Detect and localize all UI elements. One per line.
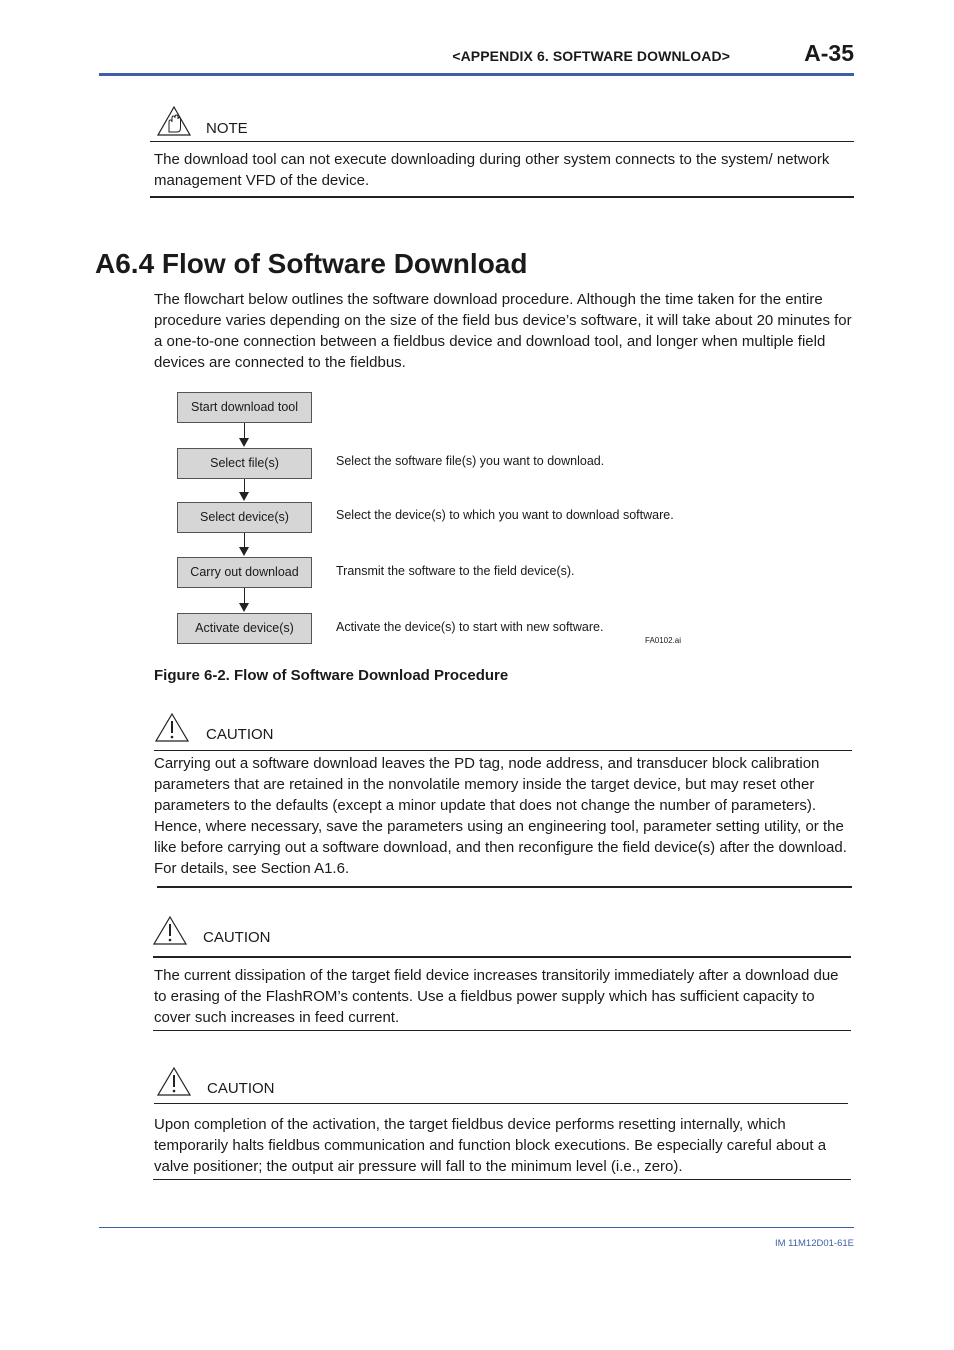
footer-rule bbox=[99, 1227, 854, 1228]
caution-3-bottom-rule bbox=[153, 1179, 851, 1180]
flow-step-carry-out-download: Carry out download bbox=[177, 557, 312, 588]
flow-step-start: Start download tool bbox=[177, 392, 312, 423]
caution-label-3: CAUTION bbox=[207, 1080, 275, 1097]
warning-triangle-icon bbox=[157, 1067, 191, 1097]
flow-connector bbox=[244, 533, 245, 548]
flow-connector bbox=[244, 423, 245, 439]
figure-caption: Figure 6-2. Flow of Software Download Procedure bbox=[154, 667, 509, 684]
caution-2-bottom-rule bbox=[153, 1030, 851, 1031]
document-id: IM 11M12D01-61E bbox=[774, 1238, 854, 1249]
note-bottom-rule bbox=[150, 196, 854, 198]
caution-3-top-rule bbox=[154, 1103, 848, 1104]
warning-triangle-icon bbox=[153, 916, 187, 946]
section-title: A6.4 Flow of Software Download bbox=[95, 248, 528, 279]
header-rule bbox=[99, 73, 854, 76]
note-text: The download tool can not execute downloading during other system connects to the system/ network management VFD of the device. bbox=[154, 151, 830, 189]
flow-connector bbox=[244, 588, 245, 604]
caution-1-bottom-rule bbox=[157, 886, 852, 888]
caution-text-2: The current dissipation of the target field device increases transitorily immediately after a download due to erasing of the FlashROM’s contents. Use a fieldbus power supply which has sufficient capacity to cover such increases in feed current. bbox=[154, 967, 839, 1026]
caution-2-top-rule bbox=[153, 956, 851, 958]
caution-text-1: Carrying out a software download leaves the PD tag, node address, and transducer block calibration parameters that are retained in the nonvolatile memory inside the target device, but may reset other parameters to the defaults (except a minor update that does not change the number of parameters). Hence, where necessary, save the parameters using an engineering tool, parameter setting utility, or the like before carrying out a software download, and then reconfigure the field device(s) after the download. For details, see Section A1.6. bbox=[154, 755, 847, 877]
caution-text-3: Upon completion of the activation, the target fieldbus device performs resetting internally, which temporarily halts fieldbus communication and function block executions. Be especially careful about a valve positioner; the output air pressure will fall to the minimum level (i.e., zero). bbox=[154, 1116, 827, 1175]
arrow-down-icon bbox=[239, 603, 249, 612]
page-number: A-35 bbox=[804, 40, 854, 66]
note-label: NOTE bbox=[206, 120, 248, 137]
caution-label-2: CAUTION bbox=[203, 929, 271, 946]
flow-step-select-files: Select file(s) bbox=[177, 448, 312, 479]
flow-desc-carry-out-download: Transmit the software to the field device(s). bbox=[336, 564, 575, 578]
caution-1-top-rule bbox=[154, 750, 852, 751]
arrow-down-icon bbox=[239, 438, 249, 447]
warning-triangle-icon bbox=[155, 713, 189, 743]
arrow-down-icon bbox=[239, 492, 249, 501]
arrow-down-icon bbox=[239, 547, 249, 556]
flow-desc-activate-devices: Activate the device(s) to start with new software. bbox=[336, 620, 604, 634]
flow-desc-select-devices: Select the device(s) to which you want to download software. bbox=[336, 508, 674, 522]
figure-file-id: FA0102.ai bbox=[645, 636, 682, 645]
flow-desc-select-files: Select the software file(s) you want to download. bbox=[336, 454, 605, 468]
running-header: <APPENDIX 6. SOFTWARE DOWNLOAD> bbox=[452, 48, 730, 64]
note-top-rule bbox=[150, 141, 854, 142]
caution-label-1: CAUTION bbox=[206, 726, 274, 743]
section-intro: The flowchart below outlines the software download procedure. Although the time taken for the entire procedure varies depending on the size of the field bus device’s software, it will take about 20 minutes for a one-to-one connection between a fieldbus device and download tool, and longer when multiple field devices are connected to the fieldbus. bbox=[154, 291, 852, 371]
flow-step-activate-devices: Activate device(s) bbox=[177, 613, 312, 644]
flow-connector bbox=[244, 479, 245, 493]
hand-stop-icon bbox=[157, 106, 191, 136]
flow-step-select-devices: Select device(s) bbox=[177, 502, 312, 533]
